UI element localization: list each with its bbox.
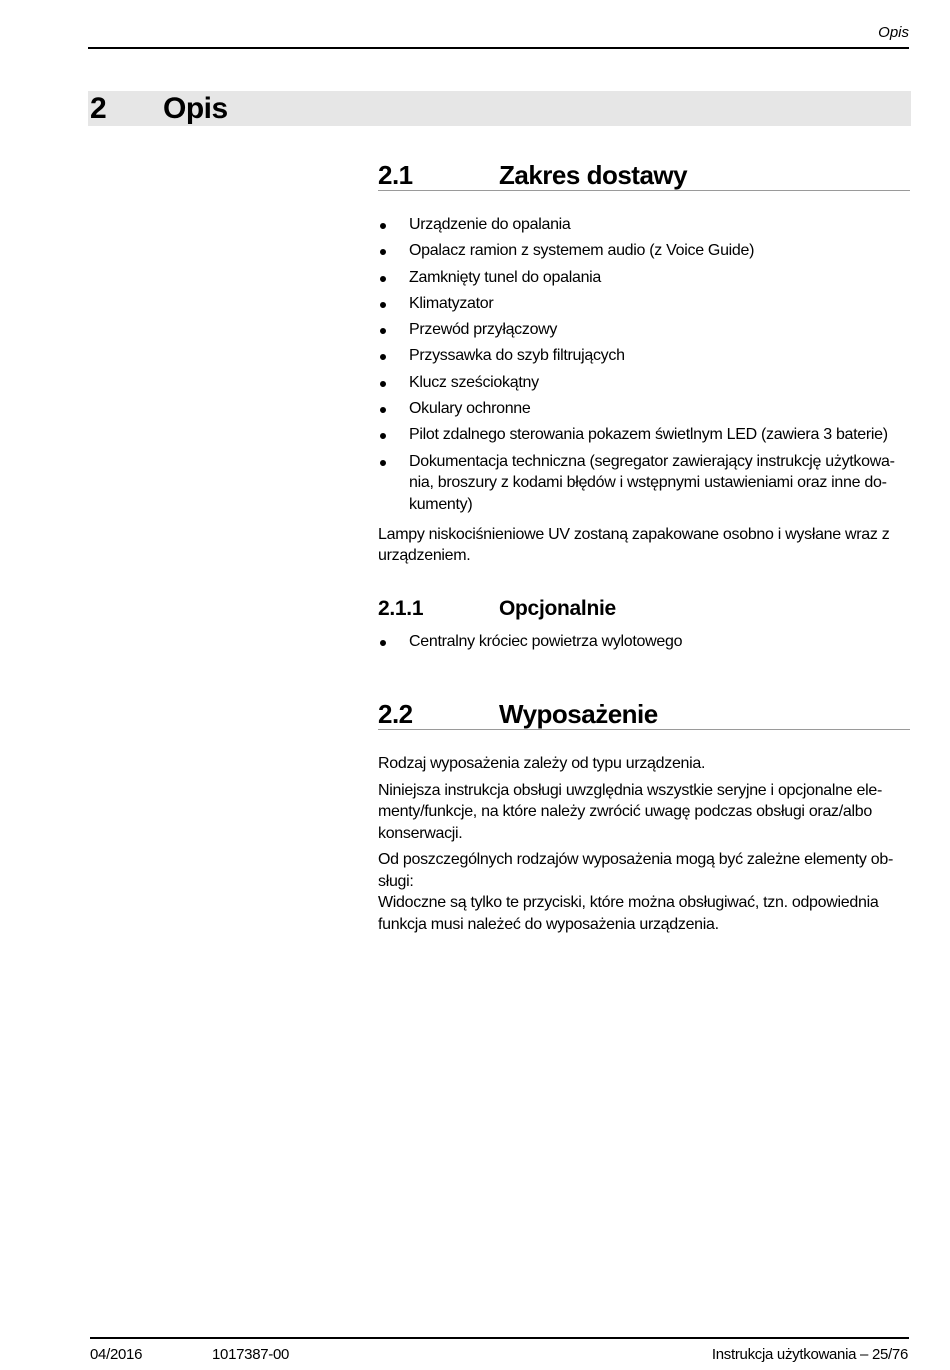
list-item: Pilot zdalnego sterowania pokazem świetlnym LED (zawiera 3 baterie) <box>378 424 910 446</box>
list-item: Centralny króciec powietrza wylotowego <box>378 631 910 653</box>
main-content <box>378 152 910 940</box>
list-item: Opalacz ramion z systemem audio (z Voice Guide) <box>378 240 910 262</box>
subsection-number: 2.1.1 <box>378 596 424 620</box>
subsection-title: Opcjonalnie <box>499 596 616 620</box>
footer-doc-number: 1017387-00 <box>212 1346 290 1363</box>
chapter-number: 2 <box>90 92 107 125</box>
list-item: Dokumentacja techniczna (segregator zawierający instrukcję użytkowa-nia, broszury z kodami błędów i wstępnymi ustawieniami oraz inne do-kumenty) <box>378 451 910 516</box>
list-item: Przewód przyłączowy <box>378 319 910 341</box>
paragraph: Niniejsza instrukcja obsługi uwzględnia wszystkie seryjne i opcjonalne ele-menty/funkcje, na które należy zwrócić uwagę podczas obsługi oraz/albo konserwacji. <box>378 781 882 842</box>
list-item: Klucz sześciokątny <box>378 372 910 394</box>
list-item: Przyssawka do szyb filtrujących <box>378 345 910 367</box>
section-heading-2-2 <box>378 691 910 730</box>
header-rule <box>88 47 909 49</box>
subsection-heading-2-1-1 <box>378 595 910 623</box>
section-number: 2.2 <box>378 699 413 730</box>
list-item: Zamknięty tunel do opalania <box>378 267 910 289</box>
chapter-title: Opis <box>163 92 228 125</box>
list-item: Okulary ochronne <box>378 398 910 420</box>
paragraph: Od poszczególnych rodzajów wyposażenia mogą być zależne elementy ob-sługi: <box>378 851 893 890</box>
section-heading-2-1 <box>378 152 910 191</box>
list-item: Klimatyzator <box>378 293 910 315</box>
spacer <box>378 657 910 691</box>
running-header-title: Opis <box>878 24 909 41</box>
footer-page-number: Instrukcja użytkowania – 25/76 <box>711 1346 908 1363</box>
paragraph: Rodzaj wyposażenia zależy od typu urządzenia. <box>378 755 706 773</box>
section-title: Zakres dostawy <box>499 160 688 190</box>
delivery-scope-list <box>378 214 910 516</box>
section-title: Wyposażenie <box>499 699 658 730</box>
footer-rule <box>90 1337 909 1339</box>
optional-items-list <box>378 631 910 653</box>
list-item: Urządzenie do opalania <box>378 214 910 236</box>
section-number: 2.1 <box>378 160 413 190</box>
paragraph: Widoczne są tylko te przyciski, które można obsługiwać, tzn. odpowiednia funkcja musi należeć do wyposażenia urządzenia. <box>378 894 879 933</box>
footer-date: 04/2016 <box>90 1346 143 1363</box>
chapter-heading <box>88 91 911 126</box>
uv-lamps-note: Lampy niskociśnieniowe UV zostaną zapakowane osobno i wysłane wraz z urządzeniem. <box>378 525 890 565</box>
